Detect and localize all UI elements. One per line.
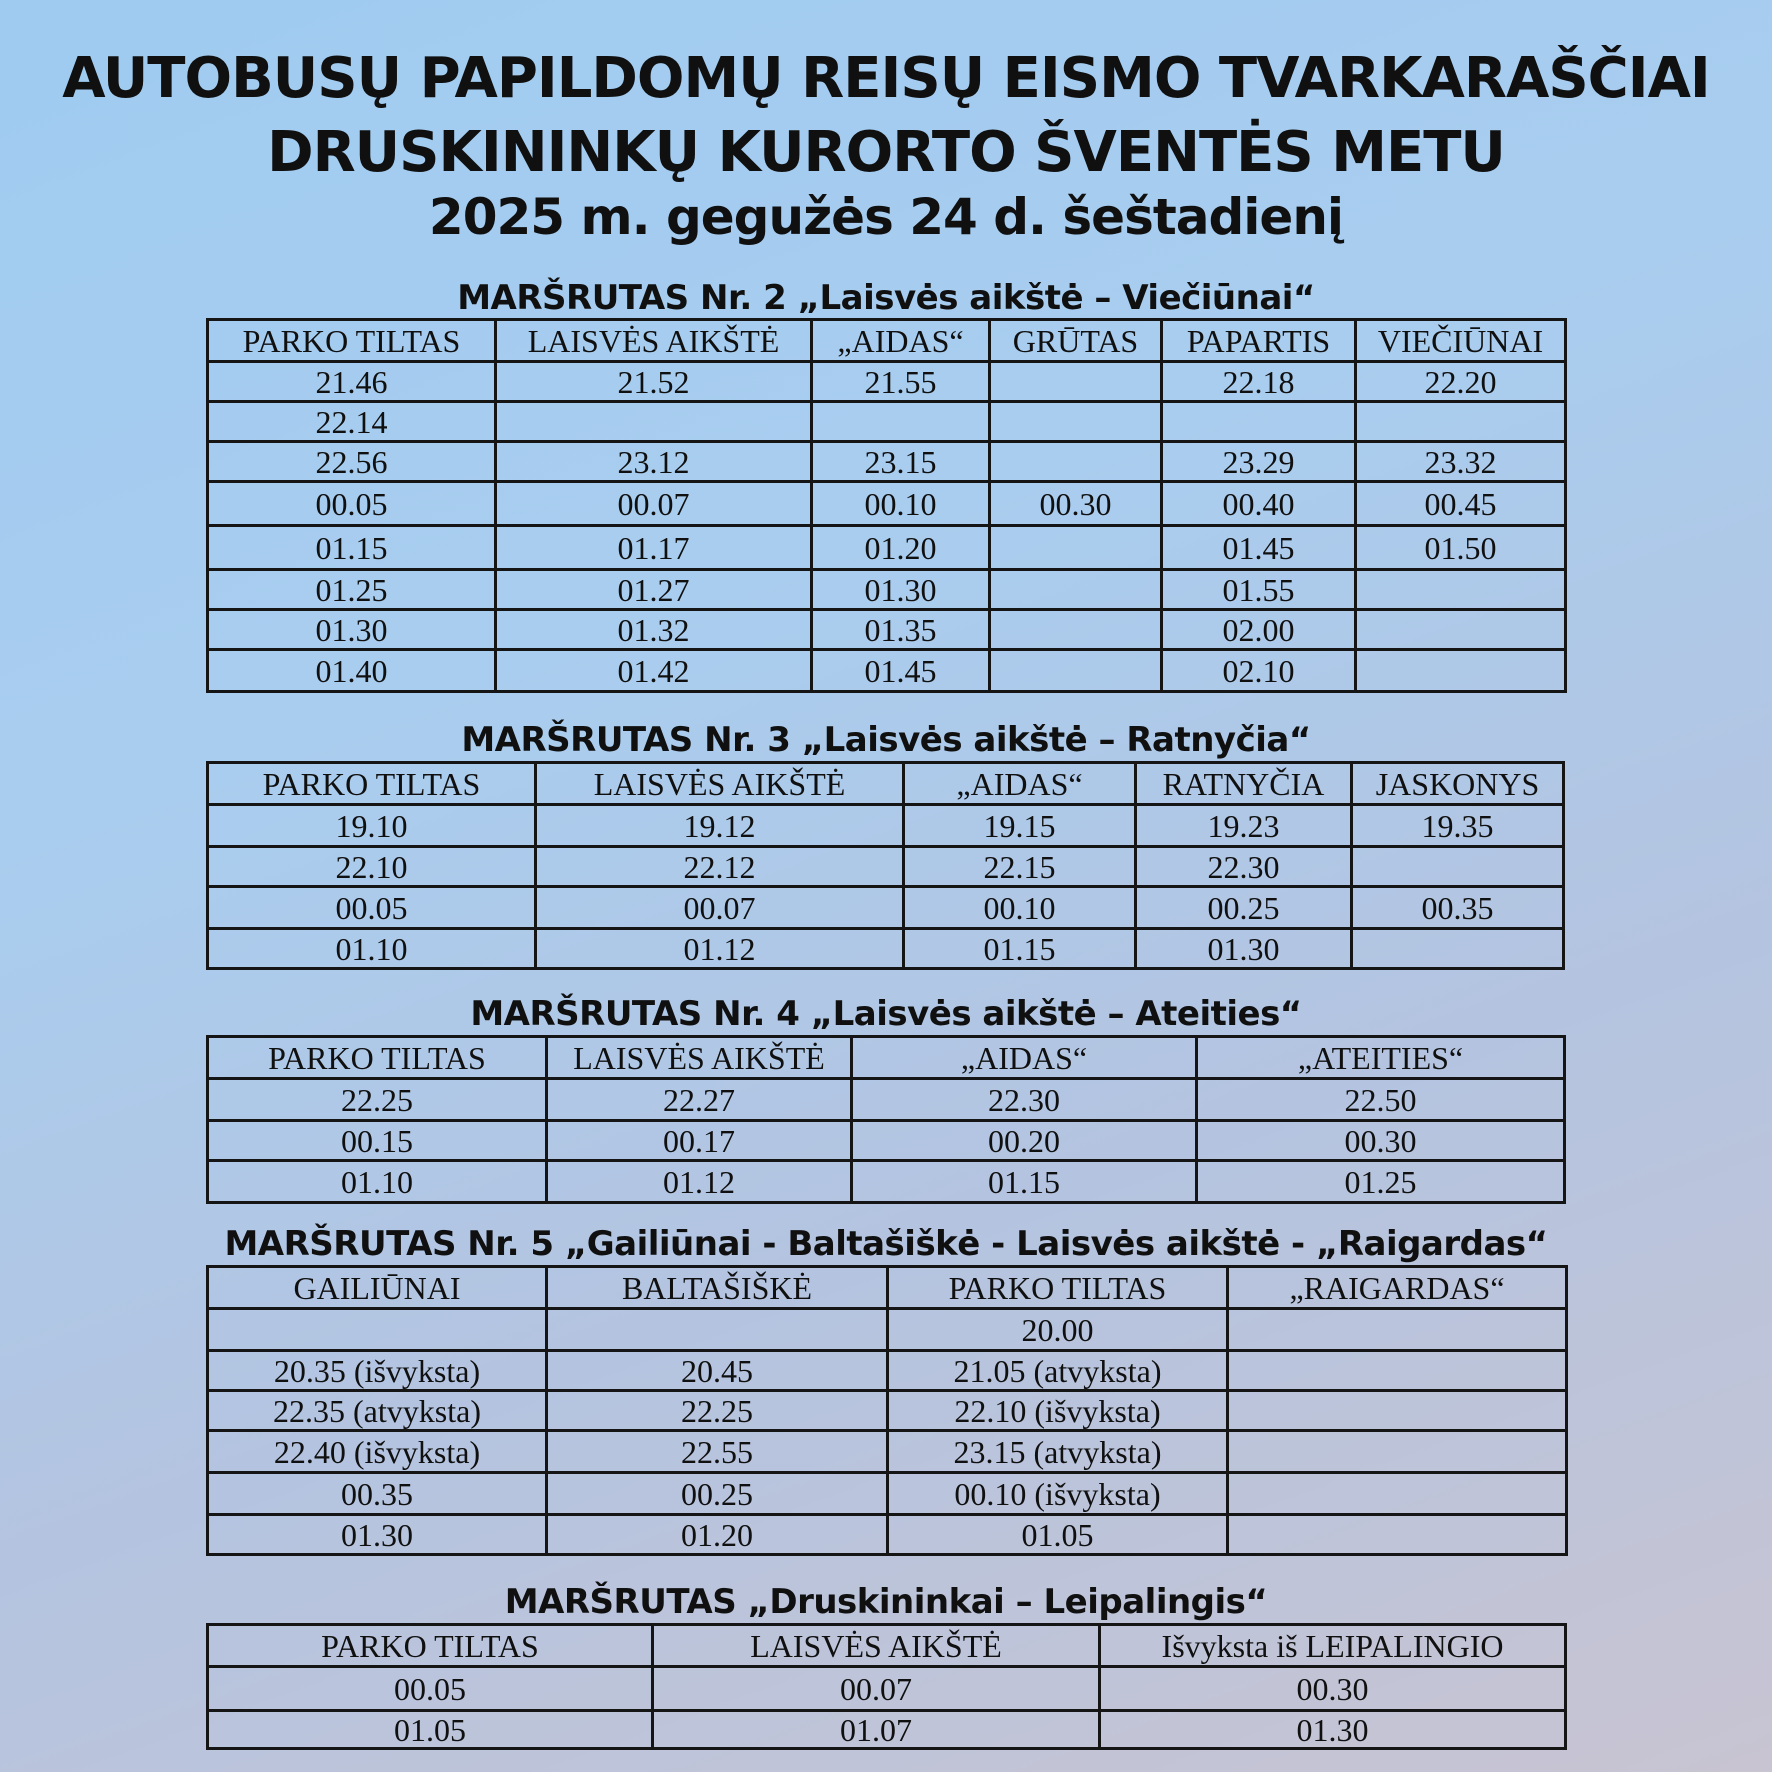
time-cell: 01.27 <box>496 570 812 610</box>
time-cell: 01.10 <box>208 1161 547 1203</box>
time-cell: 00.10 <box>812 482 990 526</box>
column-header: „AIDAS“ <box>812 320 990 362</box>
time-cell: 01.50 <box>1356 526 1566 570</box>
time-cell <box>1356 650 1566 692</box>
time-cell: 01.20 <box>547 1515 888 1555</box>
column-header: RATNYČIA <box>1136 763 1352 805</box>
time-cell <box>1228 1351 1567 1391</box>
schedule-table <box>206 1623 1567 1750</box>
time-cell: 22.25 <box>208 1079 547 1121</box>
time-cell: 01.05 <box>888 1515 1228 1555</box>
time-cell: 01.07 <box>653 1711 1100 1749</box>
time-cell: 23.15 (atvyksta) <box>888 1431 1228 1473</box>
time-cell: 21.46 <box>208 362 496 402</box>
time-cell: 19.15 <box>904 805 1136 847</box>
column-header: „AIDAS“ <box>852 1037 1197 1079</box>
time-cell: 00.35 <box>208 1473 547 1515</box>
table-row <box>208 929 1564 969</box>
column-header: GAILIŪNAI <box>208 1267 547 1309</box>
time-cell: 22.27 <box>547 1079 852 1121</box>
time-cell: 01.10 <box>208 929 536 969</box>
table-row <box>208 1711 1566 1749</box>
time-cell <box>990 402 1162 442</box>
time-cell: 19.10 <box>208 805 536 847</box>
time-cell <box>990 526 1162 570</box>
time-cell <box>1356 610 1566 650</box>
time-cell: 22.40 (išvyksta) <box>208 1431 547 1473</box>
time-cell: 22.30 <box>1136 847 1352 887</box>
time-cell: 01.25 <box>208 570 496 610</box>
time-cell <box>990 610 1162 650</box>
time-cell: 22.18 <box>1162 362 1356 402</box>
table-row <box>208 1391 1567 1431</box>
column-header: VIEČIŪNAI <box>1356 320 1566 362</box>
table-row <box>208 1161 1565 1203</box>
time-cell: 01.55 <box>1162 570 1356 610</box>
column-header: „ATEITIES“ <box>1197 1037 1565 1079</box>
time-cell <box>1162 402 1356 442</box>
column-header: „RAIGARDAS“ <box>1228 1267 1567 1309</box>
time-cell: 20.35 (išvyksta) <box>208 1351 547 1391</box>
column-header: LAISVĖS AIKŠTĖ <box>496 320 812 362</box>
time-cell: 00.25 <box>547 1473 888 1515</box>
time-cell: 23.29 <box>1162 442 1356 482</box>
time-cell: 01.15 <box>852 1161 1197 1203</box>
time-cell <box>1228 1515 1567 1555</box>
column-header: PAPARTIS <box>1162 320 1356 362</box>
table-row <box>208 1309 1567 1351</box>
time-cell: 01.45 <box>1162 526 1356 570</box>
time-cell: 23.12 <box>496 442 812 482</box>
route-title: MARŠRUTAS Nr. 2 „Laisvės aikštė – Viečiūnai“ <box>457 278 1315 318</box>
time-cell <box>1356 570 1566 610</box>
time-cell <box>496 402 812 442</box>
schedule-table <box>206 1265 1568 1556</box>
table-row <box>208 442 1566 482</box>
route-title: MARŠRUTAS „Druskininkai – Leipalingis“ <box>504 1582 1268 1622</box>
time-cell <box>1352 929 1564 969</box>
time-cell: 20.00 <box>888 1309 1228 1351</box>
time-cell: 22.15 <box>904 847 1136 887</box>
schedule-table <box>206 1035 1566 1204</box>
page-title-line-1: AUTOBUSŲ PAPILDOMŲ REISŲ EISMO TVARKARAŠČIAI <box>62 46 1710 111</box>
time-cell: 00.05 <box>208 482 496 526</box>
column-header: „AIDAS“ <box>904 763 1136 805</box>
column-header: LAISVĖS AIKŠTĖ <box>536 763 904 805</box>
time-cell: 00.05 <box>208 1667 653 1711</box>
column-header: PARKO TILTAS <box>208 1037 547 1079</box>
time-cell: 01.30 <box>1136 929 1352 969</box>
route-title: MARŠRUTAS Nr. 5 „Gailiūnai - Baltašiškė - Laisvės aikštė - „Raigardas“ <box>224 1224 1548 1264</box>
time-cell: 00.25 <box>1136 887 1352 929</box>
route-title: MARŠRUTAS Nr. 3 „Laisvės aikštė – Ratnyčia“ <box>461 720 1311 760</box>
table-header-row <box>208 763 1564 805</box>
column-header: LAISVĖS AIKŠTĖ <box>653 1625 1100 1667</box>
table-row <box>208 805 1564 847</box>
table-row <box>208 482 1566 526</box>
time-cell <box>990 650 1162 692</box>
time-cell: 23.32 <box>1356 442 1566 482</box>
time-cell <box>1228 1431 1567 1473</box>
time-cell: 21.52 <box>496 362 812 402</box>
time-cell: 22.50 <box>1197 1079 1565 1121</box>
table-row <box>208 1431 1567 1473</box>
column-header: LAISVĖS AIKŠTĖ <box>547 1037 852 1079</box>
time-cell: 02.00 <box>1162 610 1356 650</box>
time-cell: 00.05 <box>208 887 536 929</box>
time-cell: 00.30 <box>1197 1121 1565 1161</box>
table-row <box>208 1079 1565 1121</box>
column-header: JASKONYS <box>1352 763 1564 805</box>
time-cell: 01.25 <box>1197 1161 1565 1203</box>
time-cell: 00.45 <box>1356 482 1566 526</box>
column-header: GRŪTAS <box>990 320 1162 362</box>
time-cell <box>990 442 1162 482</box>
time-cell <box>812 402 990 442</box>
time-cell: 00.30 <box>1100 1667 1566 1711</box>
table-row <box>208 887 1564 929</box>
column-header: PARKO TILTAS <box>208 763 536 805</box>
time-cell: 02.10 <box>1162 650 1356 692</box>
time-cell <box>1228 1309 1567 1351</box>
time-cell: 20.45 <box>547 1351 888 1391</box>
schedule-table <box>206 318 1567 693</box>
time-cell: 01.17 <box>496 526 812 570</box>
time-cell: 01.30 <box>812 570 990 610</box>
table-row <box>208 1515 1567 1555</box>
time-cell <box>1352 847 1564 887</box>
time-cell: 00.35 <box>1352 887 1564 929</box>
time-cell: 01.30 <box>208 1515 547 1555</box>
table-row <box>208 1473 1567 1515</box>
page-title-line-2: DRUSKININKŲ KURORTO ŠVENTĖS METU <box>267 120 1505 185</box>
table-header-row <box>208 320 1566 362</box>
time-cell: 00.15 <box>208 1121 547 1161</box>
time-cell: 01.32 <box>496 610 812 650</box>
time-cell: 01.45 <box>812 650 990 692</box>
table-row <box>208 650 1566 692</box>
time-cell: 01.35 <box>812 610 990 650</box>
time-cell: 01.30 <box>1100 1711 1566 1749</box>
time-cell: 00.07 <box>496 482 812 526</box>
table-row <box>208 570 1566 610</box>
time-cell: 01.05 <box>208 1711 653 1749</box>
time-cell: 00.20 <box>852 1121 1197 1161</box>
time-cell: 01.30 <box>208 610 496 650</box>
column-header: PARKO TILTAS <box>208 1625 653 1667</box>
time-cell: 00.17 <box>547 1121 852 1161</box>
time-cell: 01.15 <box>904 929 1136 969</box>
time-cell: 22.30 <box>852 1079 1197 1121</box>
time-cell <box>208 1309 547 1351</box>
column-header: BALTAŠIŠKĖ <box>547 1267 888 1309</box>
table-row <box>208 362 1566 402</box>
time-cell: 00.30 <box>990 482 1162 526</box>
table-row <box>208 1667 1566 1711</box>
time-cell: 22.10 <box>208 847 536 887</box>
time-cell <box>990 570 1162 610</box>
page-date: 2025 m. gegužės 24 d. šeštadienį <box>428 188 1344 246</box>
time-cell: 00.40 <box>1162 482 1356 526</box>
time-cell: 22.10 (išvyksta) <box>888 1391 1228 1431</box>
time-cell: 01.12 <box>536 929 904 969</box>
time-cell: 21.55 <box>812 362 990 402</box>
table-header-row <box>208 1625 1566 1667</box>
time-cell: 00.10 (išvyksta) <box>888 1473 1228 1515</box>
time-cell: 00.07 <box>536 887 904 929</box>
route-title: MARŠRUTAS Nr. 4 „Laisvės aikštė – Ateities“ <box>470 994 1302 1034</box>
time-cell: 22.12 <box>536 847 904 887</box>
column-header: Išvyksta iš LEIPALINGIO <box>1100 1625 1566 1667</box>
time-cell: 22.25 <box>547 1391 888 1431</box>
time-cell: 00.07 <box>653 1667 1100 1711</box>
column-header: PARKO TILTAS <box>888 1267 1228 1309</box>
time-cell: 22.14 <box>208 402 496 442</box>
time-cell <box>990 362 1162 402</box>
time-cell: 01.12 <box>547 1161 852 1203</box>
column-header: PARKO TILTAS <box>208 320 496 362</box>
table-header-row <box>208 1037 1565 1079</box>
time-cell: 19.12 <box>536 805 904 847</box>
time-cell: 01.40 <box>208 650 496 692</box>
time-cell: 01.42 <box>496 650 812 692</box>
time-cell <box>1228 1473 1567 1515</box>
time-cell: 21.05 (atvyksta) <box>888 1351 1228 1391</box>
time-cell: 01.20 <box>812 526 990 570</box>
time-cell <box>1356 402 1566 442</box>
table-row <box>208 1351 1567 1391</box>
time-cell: 19.23 <box>1136 805 1352 847</box>
time-cell: 23.15 <box>812 442 990 482</box>
schedule-table <box>206 761 1565 970</box>
table-header-row <box>208 1267 1567 1309</box>
time-cell: 01.15 <box>208 526 496 570</box>
table-row <box>208 610 1566 650</box>
time-cell: 22.20 <box>1356 362 1566 402</box>
time-cell: 22.55 <box>547 1431 888 1473</box>
table-row <box>208 526 1566 570</box>
time-cell <box>547 1309 888 1351</box>
time-cell: 22.56 <box>208 442 496 482</box>
table-row <box>208 847 1564 887</box>
table-row <box>208 1121 1565 1161</box>
time-cell: 22.35 (atvyksta) <box>208 1391 547 1431</box>
time-cell <box>1228 1391 1567 1431</box>
time-cell: 19.35 <box>1352 805 1564 847</box>
time-cell: 00.10 <box>904 887 1136 929</box>
table-row <box>208 402 1566 442</box>
